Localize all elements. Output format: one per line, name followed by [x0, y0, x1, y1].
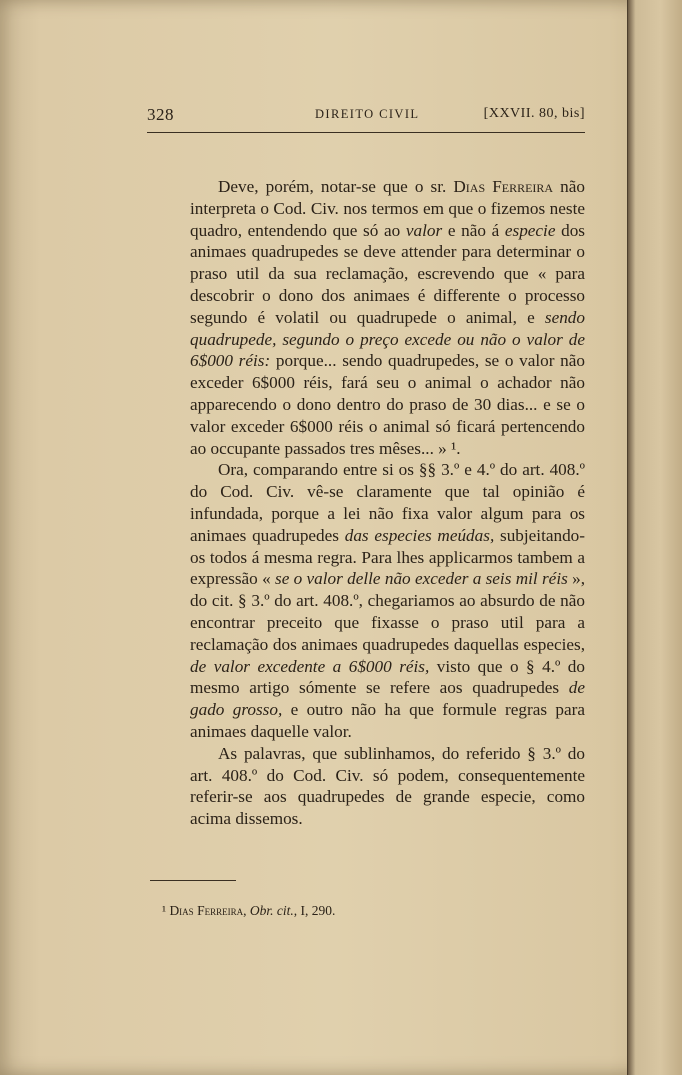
italic-run: de gado grosso,: [190, 678, 585, 720]
italic-run: das especies meúdas,: [344, 525, 495, 545]
italic-run: se o valor delle não exceder a seis mil réis: [275, 569, 568, 589]
footnote-rule: [150, 880, 236, 881]
header-rule: [147, 132, 585, 133]
paragraph: [190, 459, 585, 742]
text-run: Deve, porém, notar-se que o sr.: [218, 177, 454, 196]
text-run: dos animaes quadrupedes se deve attender para determinar o praso util da sua reclamação, escrevendo que « para descobrir o dono dos animaes é differente o processo segundo é volatil ou quadrupede o animal, e: [190, 220, 585, 327]
text-run: », do cit. § 3.º do art. 408.º, chegariamos ao absurdo de não encontrar preceito que fixasse o praso util para a reclamação dos animaes quadrupedes daquellas especies,: [190, 569, 585, 654]
small-caps-run: Dias Ferreira: [169, 903, 244, 918]
footnote: [162, 903, 335, 919]
text-run: As palavras, que sublinhamos, do referido § 3.º do art. 408.º do Cod. Civ. só podem, consequentemente referir-se aos quadrupedes de grande especie, como acima dissemos.: [190, 743, 585, 829]
page-header: [147, 105, 585, 125]
text-run: Ora, comparando entre si os §§ 3.º e 4.º do art. 408.º do Cod. Civ. vê-se claramente que tal opinião é infundada, porque a lei não fixa valor algum para os animaes quadrupedes: [190, 460, 585, 545]
body-text: [190, 176, 585, 830]
text-run: , I, 290.: [293, 903, 336, 918]
text-run: e outro não ha que formule regras para animaes daquelle valor.: [190, 700, 585, 741]
text-run: ,: [243, 903, 250, 918]
italic-run: especie: [504, 220, 556, 240]
italic-run: sendo quadrupede, segundo o preço excede ou não o valor de 6$000 réis:: [190, 307, 585, 371]
section-reference: [XXVII. 80, bis]: [483, 106, 585, 121]
book-gutter: [627, 0, 682, 1075]
italic-run: de valor excedente a 6$000 réis,: [190, 656, 430, 676]
small-caps-run: Dias Ferreira: [453, 177, 554, 196]
italic-run: Obr. cit.: [249, 903, 294, 918]
text-run: não interpreta o Cod. Civ. nos termos em que o fizemos neste quadro, entendendo que só ao: [190, 177, 585, 240]
page-number: 328: [147, 105, 174, 124]
text-run: subjeitando-os todos á mesma regra. Para lhes applicarmos tambem a expressão «: [190, 525, 585, 589]
italic-run: valor: [405, 220, 443, 240]
running-title: DIREITO CIVIL: [315, 107, 420, 121]
text-run: porque... sendo quadrupedes, se o valor não exceder 6$000 réis, fará seu o animal o achador não apparecendo o dono dentro do praso de 30 dias... e se o valor exceder 6$000 réis o animal só ficará pertencendo ao occupante passados tres mêses... » ¹.: [190, 351, 585, 458]
text-run: e não á: [442, 220, 505, 240]
text-run: visto que o § 4.º do mesmo artigo sómente se refere aos quadrupedes: [190, 656, 585, 698]
paragraph: [190, 743, 585, 830]
paragraph: [190, 176, 585, 459]
text-run: ¹: [162, 903, 170, 918]
